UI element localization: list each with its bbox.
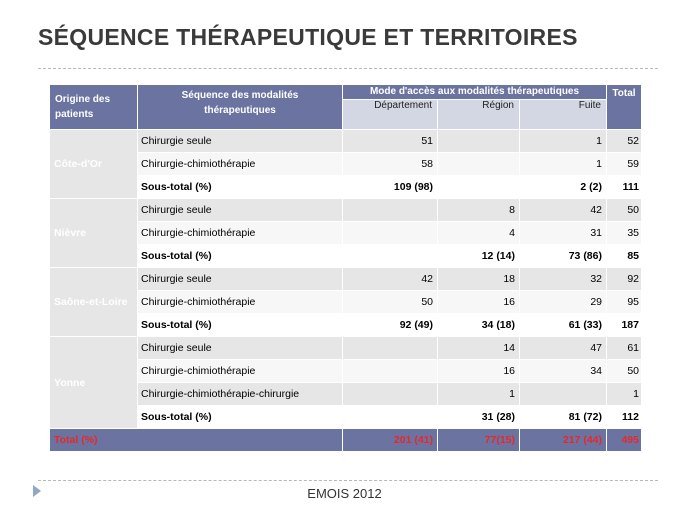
fuite-cell bbox=[520, 383, 607, 406]
region-cell: 1 bbox=[438, 383, 520, 406]
subtotal-row bbox=[50, 406, 642, 429]
header-departement: Département bbox=[343, 100, 438, 130]
departement-cell: 92 (49) bbox=[343, 314, 438, 337]
sequence-cell: Chirurgie seule bbox=[138, 268, 343, 291]
sequence-cell: Chirurgie-chimiothérapie bbox=[138, 360, 343, 383]
total-departement: 201 (41) bbox=[343, 429, 438, 452]
fuite-cell: 47 bbox=[520, 337, 607, 360]
header-total: Total bbox=[607, 85, 642, 130]
total-cell: 187 bbox=[607, 314, 642, 337]
total-cell: 92 bbox=[607, 268, 642, 291]
sequence-cell: Sous-total (%) bbox=[138, 314, 343, 337]
table-row bbox=[50, 222, 642, 245]
fuite-cell: 42 bbox=[520, 199, 607, 222]
region-cell: 4 bbox=[438, 222, 520, 245]
total-cell: 111 bbox=[607, 176, 642, 199]
top-divider bbox=[38, 68, 658, 69]
header-fuite: Fuite bbox=[520, 100, 607, 130]
sequence-cell: Chirurgie seule bbox=[138, 130, 343, 153]
subtotal-row bbox=[50, 176, 642, 199]
fuite-cell: 2 (2) bbox=[520, 176, 607, 199]
origin-cell: Saône-et-Loire bbox=[50, 268, 138, 337]
subtotal-row bbox=[50, 245, 642, 268]
total-cell: 59 bbox=[607, 153, 642, 176]
header-mode: Mode d'accès aux modalités thérapeutiques bbox=[343, 85, 607, 100]
departement-cell bbox=[343, 406, 438, 429]
departement-cell: 51 bbox=[343, 130, 438, 153]
fuite-cell: 81 (72) bbox=[520, 406, 607, 429]
total-cell: 52 bbox=[607, 130, 642, 153]
departement-cell bbox=[343, 383, 438, 406]
fuite-cell: 29 bbox=[520, 291, 607, 314]
slide-title: SÉQUENCE THÉRAPEUTIQUE ET TERRITOIRES bbox=[38, 24, 578, 50]
region-cell: 12 (14) bbox=[438, 245, 520, 268]
departement-cell: 50 bbox=[343, 291, 438, 314]
therapy-table bbox=[49, 84, 642, 452]
fuite-cell: 32 bbox=[520, 268, 607, 291]
subtotal-row bbox=[50, 314, 642, 337]
departement-cell: 58 bbox=[343, 153, 438, 176]
bottom-divider bbox=[38, 480, 658, 481]
region-cell: 16 bbox=[438, 360, 520, 383]
table-row bbox=[50, 153, 642, 176]
sequence-cell: Chirurgie-chimiothérapie bbox=[138, 291, 343, 314]
table-row bbox=[50, 337, 642, 360]
departement-cell bbox=[343, 222, 438, 245]
table-row bbox=[50, 130, 642, 153]
header-region: Région bbox=[438, 100, 520, 130]
table-row bbox=[50, 199, 642, 222]
origin-cell: Côte-d'Or bbox=[50, 130, 138, 199]
region-cell: 8 bbox=[438, 199, 520, 222]
total-label: Total (%) bbox=[50, 429, 343, 452]
footer-text: EMOIS 2012 bbox=[307, 486, 382, 501]
total-cell: 95 bbox=[607, 291, 642, 314]
fuite-cell: 31 bbox=[520, 222, 607, 245]
total-cell: 50 bbox=[607, 199, 642, 222]
total-fuite: 217 (44) bbox=[520, 429, 607, 452]
region-cell: 18 bbox=[438, 268, 520, 291]
total-cell: 35 bbox=[607, 222, 642, 245]
sequence-cell: Sous-total (%) bbox=[138, 176, 343, 199]
total-cell: 61 bbox=[607, 337, 642, 360]
sequence-cell: Sous-total (%) bbox=[138, 406, 343, 429]
sequence-cell: Chirurgie-chimiothérapie bbox=[138, 153, 343, 176]
table-row bbox=[50, 268, 642, 291]
header-sequence: Séquence des modalités thérapeutiques bbox=[138, 85, 343, 130]
total-cell: 85 bbox=[607, 245, 642, 268]
sequence-cell: Sous-total (%) bbox=[138, 245, 343, 268]
fuite-cell: 61 (33) bbox=[520, 314, 607, 337]
fuite-cell: 73 (86) bbox=[520, 245, 607, 268]
region-cell: 16 bbox=[438, 291, 520, 314]
sequence-cell: Chirurgie seule bbox=[138, 337, 343, 360]
table-row bbox=[50, 360, 642, 383]
fuite-cell: 1 bbox=[520, 130, 607, 153]
region-cell: 31 (28) bbox=[438, 406, 520, 429]
total-cell: 112 bbox=[607, 406, 642, 429]
sequence-cell: Chirurgie seule bbox=[138, 199, 343, 222]
total-cell: 50 bbox=[607, 360, 642, 383]
table-row bbox=[50, 383, 642, 406]
grand-total: 495 bbox=[607, 429, 642, 452]
departement-cell bbox=[343, 245, 438, 268]
departement-cell: 109 (98) bbox=[343, 176, 438, 199]
region-cell: 14 bbox=[438, 337, 520, 360]
region-cell bbox=[438, 176, 520, 199]
departement-cell: 42 bbox=[343, 268, 438, 291]
header-origin: Origine des patients bbox=[50, 85, 138, 130]
region-cell bbox=[438, 153, 520, 176]
fuite-cell: 1 bbox=[520, 153, 607, 176]
total-row bbox=[50, 429, 642, 452]
departement-cell bbox=[343, 337, 438, 360]
sequence-cell: Chirurgie-chimiothérapie bbox=[138, 222, 343, 245]
sequence-cell: Chirurgie-chimiothérapie-chirurgie bbox=[138, 383, 343, 406]
total-cell: 1 bbox=[607, 383, 642, 406]
departement-cell bbox=[343, 199, 438, 222]
departement-cell bbox=[343, 360, 438, 383]
fuite-cell: 34 bbox=[520, 360, 607, 383]
total-region: 77(15) bbox=[438, 429, 520, 452]
table-row bbox=[50, 291, 642, 314]
origin-cell: Yonne bbox=[50, 337, 138, 429]
region-cell: 34 (18) bbox=[438, 314, 520, 337]
region-cell bbox=[438, 130, 520, 153]
origin-cell: Nièvre bbox=[50, 199, 138, 268]
